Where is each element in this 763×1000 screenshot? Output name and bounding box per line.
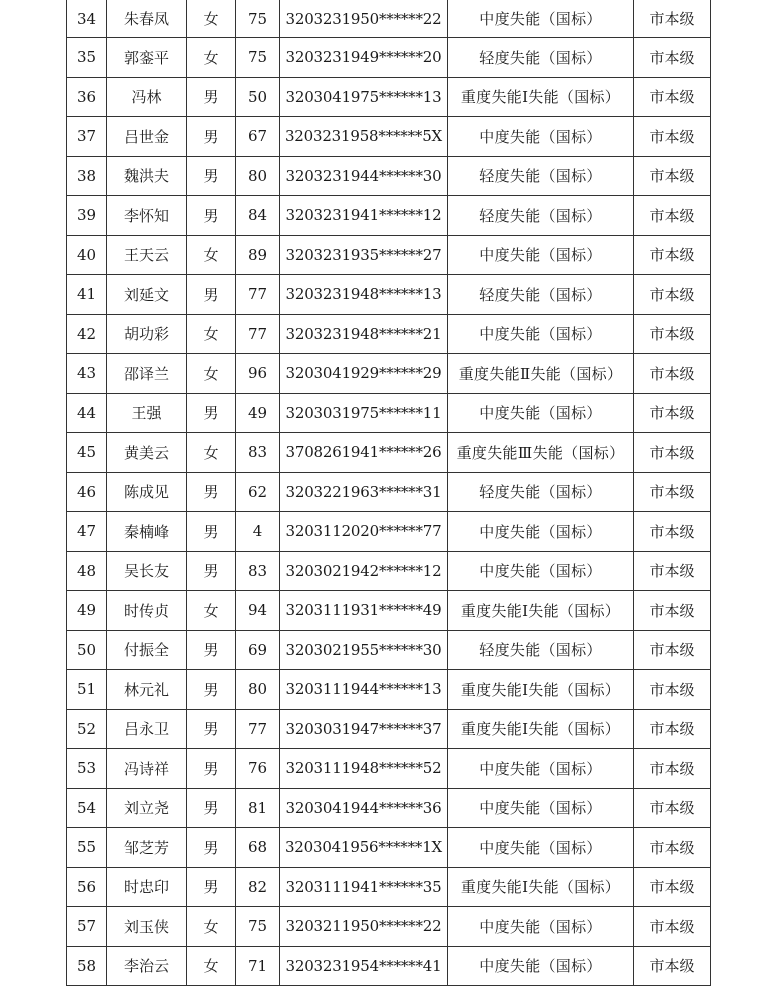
row-number-cell: 34: [67, 0, 107, 38]
person-name-cell: 李治云: [107, 946, 187, 986]
table-row: [67, 393, 711, 433]
age-cell: 50: [236, 77, 280, 117]
age-cell: 75: [236, 38, 280, 78]
administrative-level-cell: 市本级: [634, 314, 711, 354]
age-cell: 77: [236, 709, 280, 749]
table-row: [67, 196, 711, 236]
sex-cell: 男: [187, 749, 236, 789]
disability-level-cell: 中度失能（国标）: [448, 314, 634, 354]
disability-level-cell: 重度失能Ⅰ失能（国标）: [448, 591, 634, 631]
administrative-level-cell: 市本级: [634, 670, 711, 710]
id-number-cell: 3203231949******20: [280, 38, 448, 78]
table-row: [67, 275, 711, 315]
person-name-cell: 时忠印: [107, 867, 187, 907]
age-cell: 4: [236, 512, 280, 552]
age-cell: 62: [236, 472, 280, 512]
id-number-cell: 3203231935******27: [280, 235, 448, 275]
administrative-level-cell: 市本级: [634, 551, 711, 591]
age-cell: 81: [236, 788, 280, 828]
disability-level-cell: 中度失能（国标）: [448, 788, 634, 828]
administrative-level-cell: 市本级: [634, 433, 711, 473]
disability-level-cell: 中度失能（国标）: [448, 749, 634, 789]
disability-roster-table: [66, 0, 711, 986]
person-name-cell: 邹芝芳: [107, 828, 187, 868]
age-cell: 80: [236, 156, 280, 196]
person-name-cell: 陈成见: [107, 472, 187, 512]
person-name-cell: 刘立尧: [107, 788, 187, 828]
row-number-cell: 48: [67, 551, 107, 591]
sex-cell: 男: [187, 630, 236, 670]
age-cell: 96: [236, 354, 280, 394]
sex-cell: 女: [187, 38, 236, 78]
sex-cell: 男: [187, 275, 236, 315]
sex-cell: 女: [187, 235, 236, 275]
administrative-level-cell: 市本级: [634, 235, 711, 275]
row-number-cell: 46: [67, 472, 107, 512]
row-number-cell: 51: [67, 670, 107, 710]
disability-level-cell: 中度失能（国标）: [448, 0, 634, 38]
roster-table-body: [67, 0, 711, 986]
disability-level-cell: 中度失能（国标）: [448, 393, 634, 433]
table-row: [67, 907, 711, 947]
row-number-cell: 45: [67, 433, 107, 473]
row-number-cell: 36: [67, 77, 107, 117]
person-name-cell: 冯林: [107, 77, 187, 117]
disability-level-cell: 中度失能（国标）: [448, 828, 634, 868]
disability-level-cell: 重度失能Ⅰ失能（国标）: [448, 867, 634, 907]
table-row: [67, 591, 711, 631]
administrative-level-cell: 市本级: [634, 77, 711, 117]
age-cell: 67: [236, 117, 280, 157]
administrative-level-cell: 市本级: [634, 749, 711, 789]
table-row: [67, 946, 711, 986]
person-name-cell: 王天云: [107, 235, 187, 275]
age-cell: 94: [236, 591, 280, 631]
table-row: [67, 38, 711, 78]
row-number-cell: 39: [67, 196, 107, 236]
person-name-cell: 付振全: [107, 630, 187, 670]
sex-cell: 男: [187, 788, 236, 828]
sex-cell: 男: [187, 867, 236, 907]
table-row: [67, 472, 711, 512]
person-name-cell: 林元礼: [107, 670, 187, 710]
row-number-cell: 44: [67, 393, 107, 433]
person-name-cell: 朱春凤: [107, 0, 187, 38]
disability-level-cell: 轻度失能（国标）: [448, 275, 634, 315]
table-row: [67, 235, 711, 275]
disability-level-cell: 轻度失能（国标）: [448, 472, 634, 512]
table-row: [67, 77, 711, 117]
row-number-cell: 52: [67, 709, 107, 749]
id-number-cell: 3203231941******12: [280, 196, 448, 236]
disability-level-cell: 轻度失能（国标）: [448, 38, 634, 78]
row-number-cell: 41: [67, 275, 107, 315]
table-row: [67, 0, 711, 38]
administrative-level-cell: 市本级: [634, 709, 711, 749]
person-name-cell: 刘延文: [107, 275, 187, 315]
administrative-level-cell: 市本级: [634, 788, 711, 828]
age-cell: 83: [236, 551, 280, 591]
table-row: [67, 630, 711, 670]
row-number-cell: 50: [67, 630, 107, 670]
person-name-cell: 李怀知: [107, 196, 187, 236]
id-number-cell: 3203231950******22: [280, 0, 448, 38]
sex-cell: 女: [187, 354, 236, 394]
age-cell: 82: [236, 867, 280, 907]
disability-level-cell: 轻度失能（国标）: [448, 156, 634, 196]
table-row: [67, 828, 711, 868]
age-cell: 77: [236, 275, 280, 315]
administrative-level-cell: 市本级: [634, 946, 711, 986]
administrative-level-cell: 市本级: [634, 591, 711, 631]
sex-cell: 男: [187, 156, 236, 196]
id-number-cell: 3203111948******52: [280, 749, 448, 789]
id-number-cell: 3203041944******36: [280, 788, 448, 828]
age-cell: 80: [236, 670, 280, 710]
disability-level-cell: 轻度失能（国标）: [448, 630, 634, 670]
disability-level-cell: 中度失能（国标）: [448, 551, 634, 591]
sex-cell: 女: [187, 0, 236, 38]
table-row: [67, 117, 711, 157]
administrative-level-cell: 市本级: [634, 0, 711, 38]
id-number-cell: 3203231944******30: [280, 156, 448, 196]
age-cell: 89: [236, 235, 280, 275]
person-name-cell: 吕世金: [107, 117, 187, 157]
age-cell: 69: [236, 630, 280, 670]
sex-cell: 男: [187, 709, 236, 749]
id-number-cell: 3203111944******13: [280, 670, 448, 710]
age-cell: 75: [236, 907, 280, 947]
disability-level-cell: 重度失能Ⅱ失能（国标）: [448, 354, 634, 394]
disability-level-cell: 中度失能（国标）: [448, 907, 634, 947]
age-cell: 71: [236, 946, 280, 986]
person-name-cell: 黄美云: [107, 433, 187, 473]
id-number-cell: 3203111941******35: [280, 867, 448, 907]
person-name-cell: 吕永卫: [107, 709, 187, 749]
id-number-cell: 3203031975******11: [280, 393, 448, 433]
id-number-cell: 3203221963******31: [280, 472, 448, 512]
person-name-cell: 秦楠峰: [107, 512, 187, 552]
row-number-cell: 47: [67, 512, 107, 552]
id-number-cell: 3203021942******12: [280, 551, 448, 591]
disability-level-cell: 重度失能Ⅲ失能（国标）: [448, 433, 634, 473]
administrative-level-cell: 市本级: [634, 393, 711, 433]
id-number-cell: 3203211950******22: [280, 907, 448, 947]
table-row: [67, 709, 711, 749]
administrative-level-cell: 市本级: [634, 196, 711, 236]
row-number-cell: 53: [67, 749, 107, 789]
age-cell: 49: [236, 393, 280, 433]
id-number-cell: 3203021955******30: [280, 630, 448, 670]
administrative-level-cell: 市本级: [634, 38, 711, 78]
sex-cell: 女: [187, 591, 236, 631]
table-row: [67, 551, 711, 591]
disability-level-cell: 中度失能（国标）: [448, 117, 634, 157]
row-number-cell: 43: [67, 354, 107, 394]
sex-cell: 男: [187, 512, 236, 552]
administrative-level-cell: 市本级: [634, 156, 711, 196]
id-number-cell: 3203041929******29: [280, 354, 448, 394]
sex-cell: 女: [187, 433, 236, 473]
sex-cell: 男: [187, 77, 236, 117]
id-number-cell: 3203112020******77: [280, 512, 448, 552]
sex-cell: 男: [187, 117, 236, 157]
table-row: [67, 749, 711, 789]
person-name-cell: 王强: [107, 393, 187, 433]
administrative-level-cell: 市本级: [634, 867, 711, 907]
table-row: [67, 433, 711, 473]
document-page: [66, 0, 710, 986]
id-number-cell: 3203231954******41: [280, 946, 448, 986]
administrative-level-cell: 市本级: [634, 354, 711, 394]
age-cell: 76: [236, 749, 280, 789]
administrative-level-cell: 市本级: [634, 512, 711, 552]
row-number-cell: 37: [67, 117, 107, 157]
disability-level-cell: 轻度失能（国标）: [448, 196, 634, 236]
id-number-cell: 3203041975******13: [280, 77, 448, 117]
table-row: [67, 670, 711, 710]
disability-level-cell: 中度失能（国标）: [448, 235, 634, 275]
sex-cell: 男: [187, 828, 236, 868]
disability-level-cell: 重度失能Ⅰ失能（国标）: [448, 709, 634, 749]
row-number-cell: 38: [67, 156, 107, 196]
id-number-cell: 3203031947******37: [280, 709, 448, 749]
person-name-cell: 郭銮平: [107, 38, 187, 78]
person-name-cell: 邵译兰: [107, 354, 187, 394]
sex-cell: 男: [187, 196, 236, 236]
row-number-cell: 56: [67, 867, 107, 907]
person-name-cell: 时传贞: [107, 591, 187, 631]
table-row: [67, 512, 711, 552]
age-cell: 77: [236, 314, 280, 354]
row-number-cell: 40: [67, 235, 107, 275]
sex-cell: 男: [187, 551, 236, 591]
id-number-cell: 3203231948******21: [280, 314, 448, 354]
person-name-cell: 胡功彩: [107, 314, 187, 354]
disability-level-cell: 中度失能（国标）: [448, 946, 634, 986]
sex-cell: 男: [187, 472, 236, 512]
person-name-cell: 魏洪夫: [107, 156, 187, 196]
age-cell: 68: [236, 828, 280, 868]
administrative-level-cell: 市本级: [634, 275, 711, 315]
age-cell: 75: [236, 0, 280, 38]
disability-level-cell: 重度失能Ⅰ失能（国标）: [448, 670, 634, 710]
disability-level-cell: 中度失能（国标）: [448, 512, 634, 552]
row-number-cell: 58: [67, 946, 107, 986]
sex-cell: 男: [187, 670, 236, 710]
id-number-cell: 3203041956******1X: [280, 828, 448, 868]
administrative-level-cell: 市本级: [634, 630, 711, 670]
row-number-cell: 54: [67, 788, 107, 828]
sex-cell: 女: [187, 314, 236, 354]
row-number-cell: 57: [67, 907, 107, 947]
disability-level-cell: 重度失能Ⅰ失能（国标）: [448, 77, 634, 117]
person-name-cell: 刘玉侠: [107, 907, 187, 947]
table-row: [67, 788, 711, 828]
sex-cell: 男: [187, 393, 236, 433]
table-row: [67, 354, 711, 394]
id-number-cell: 3708261941******26: [280, 433, 448, 473]
administrative-level-cell: 市本级: [634, 828, 711, 868]
row-number-cell: 55: [67, 828, 107, 868]
table-row: [67, 314, 711, 354]
row-number-cell: 42: [67, 314, 107, 354]
id-number-cell: 3203111931******49: [280, 591, 448, 631]
person-name-cell: 吴长友: [107, 551, 187, 591]
administrative-level-cell: 市本级: [634, 472, 711, 512]
age-cell: 83: [236, 433, 280, 473]
administrative-level-cell: 市本级: [634, 907, 711, 947]
sex-cell: 女: [187, 946, 236, 986]
table-row: [67, 867, 711, 907]
age-cell: 84: [236, 196, 280, 236]
id-number-cell: 3203231948******13: [280, 275, 448, 315]
table-row: [67, 156, 711, 196]
administrative-level-cell: 市本级: [634, 117, 711, 157]
row-number-cell: 35: [67, 38, 107, 78]
row-number-cell: 49: [67, 591, 107, 631]
sex-cell: 女: [187, 907, 236, 947]
id-number-cell: 3203231958******5X: [280, 117, 448, 157]
person-name-cell: 冯诗祥: [107, 749, 187, 789]
